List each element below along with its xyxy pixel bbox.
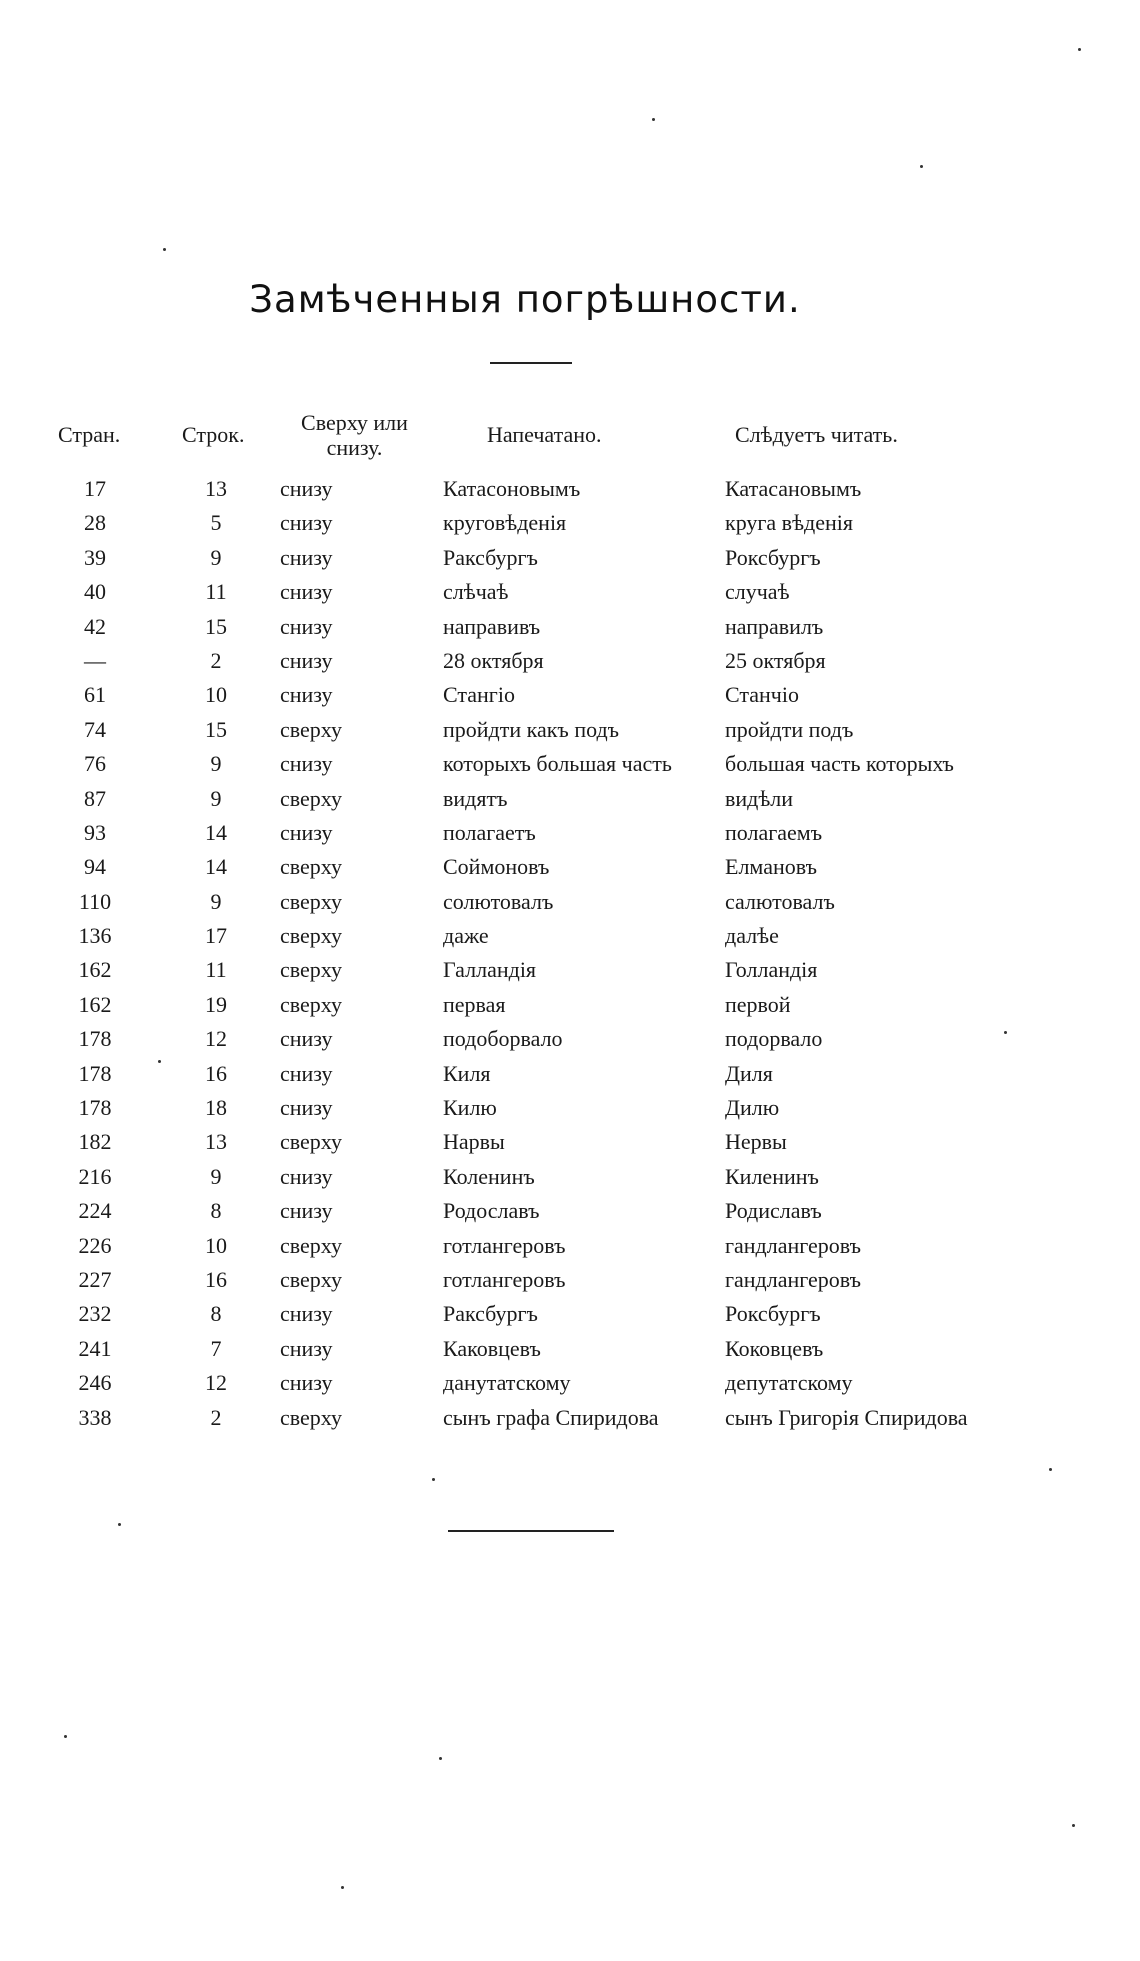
page-title: Замѣченныя погрѣшности. — [249, 278, 801, 321]
cell-line: 11 — [205, 957, 227, 983]
header-printed: Напечатано. — [487, 422, 602, 447]
cell-page: 178 — [78, 1026, 112, 1052]
cell-line: 17 — [205, 923, 227, 949]
cell-printed: Стангіо — [443, 682, 515, 708]
cell-page: 178 — [78, 1095, 112, 1121]
cell-line: 8 — [210, 1198, 222, 1224]
cell-correct: Голландія — [725, 957, 818, 983]
cell-correct: Роксбургъ — [725, 1301, 821, 1327]
cell-position: сверху — [280, 854, 342, 880]
cell-correct: Станчіо — [725, 682, 799, 708]
cell-printed: подоборвало — [443, 1026, 563, 1052]
print-speck — [1072, 1824, 1075, 1827]
header-page: Стран. — [58, 422, 121, 447]
cell-page: 110 — [78, 888, 112, 914]
cell-printed: Коленинъ — [443, 1163, 535, 1189]
table-row — [0, 476, 1140, 510]
cell-page: 216 — [78, 1163, 112, 1189]
title-divider — [490, 362, 572, 364]
cell-position: снизу — [280, 476, 333, 501]
cell-printed: Родославъ — [443, 1198, 540, 1224]
cell-page: 39 — [84, 544, 106, 570]
cell-correct: гандлангеровъ — [725, 1232, 861, 1258]
cell-line: 14 — [205, 854, 227, 880]
cell-printed: Раксбургъ — [443, 544, 538, 570]
cell-printed: Раксбургъ — [443, 1301, 538, 1327]
table-row — [0, 1336, 1140, 1370]
print-speck — [1078, 48, 1081, 51]
print-speck — [652, 118, 655, 121]
cell-page: 162 — [78, 991, 112, 1017]
cell-correct: депутатскому — [725, 1370, 853, 1396]
cell-position: снизу — [280, 1335, 333, 1361]
cell-correct: круга вѣденія — [725, 510, 853, 536]
cell-correct: 25 октября — [725, 647, 826, 673]
cell-correct: случаѣ — [725, 579, 790, 605]
cell-page: 136 — [78, 923, 112, 949]
cell-position: снизу — [280, 1301, 333, 1327]
cell-correct: Катасановымъ — [725, 476, 862, 501]
cell-page: 162 — [78, 957, 112, 983]
cell-position: снизу — [280, 1095, 333, 1121]
print-speck — [920, 165, 923, 168]
print-speck — [118, 1523, 121, 1526]
table-row — [0, 854, 1140, 888]
cell-position: снизу — [280, 751, 333, 777]
cell-page: — — [84, 647, 106, 673]
cell-position: снизу — [280, 1163, 333, 1189]
cell-page: 40 — [84, 579, 106, 605]
end-divider — [448, 1530, 614, 1532]
table-row — [0, 1061, 1140, 1095]
table-row — [0, 579, 1140, 613]
cell-correct: Дилю — [725, 1095, 780, 1121]
cell-correct: салютовалъ — [725, 888, 835, 914]
table-row — [0, 992, 1140, 1026]
cell-page: 93 — [84, 819, 106, 845]
print-speck — [341, 1886, 344, 1889]
table-row — [0, 1405, 1140, 1439]
cell-line: 9 — [210, 544, 222, 570]
cell-line: 5 — [210, 510, 222, 536]
table-row — [0, 1026, 1140, 1060]
cell-correct: Родиславъ — [725, 1198, 822, 1224]
table-row — [0, 648, 1140, 682]
cell-position: сверху — [280, 785, 342, 811]
cell-position: сверху — [280, 1266, 342, 1292]
table-row — [0, 545, 1140, 579]
cell-position: сверху — [280, 1129, 342, 1155]
print-speck — [1049, 1468, 1052, 1471]
cell-page: 232 — [78, 1301, 112, 1327]
table-row — [0, 751, 1140, 785]
table-row — [0, 820, 1140, 854]
cell-printed: Килю — [443, 1095, 497, 1121]
cell-page: 178 — [78, 1060, 112, 1086]
cell-line: 16 — [205, 1060, 227, 1086]
cell-correct: видѣли — [725, 785, 794, 811]
cell-correct: Нервы — [725, 1129, 787, 1155]
cell-position: снизу — [280, 819, 333, 845]
cell-printed: готлангеровъ — [443, 1232, 566, 1258]
cell-line: 9 — [210, 1163, 222, 1189]
cell-line: 14 — [205, 819, 227, 845]
cell-printed: Галландія — [443, 957, 537, 983]
cell-line: 2 — [210, 647, 222, 673]
print-speck — [158, 1060, 161, 1063]
table-row — [0, 957, 1140, 991]
cell-position: сверху — [280, 888, 342, 914]
cell-printed: Киля — [443, 1060, 491, 1086]
cell-line: 13 — [205, 476, 227, 501]
cell-position: сверху — [280, 1232, 342, 1258]
print-speck — [163, 248, 166, 251]
errata-table — [0, 476, 1140, 1439]
cell-line: 16 — [205, 1266, 227, 1292]
cell-correct: далѣе — [725, 923, 779, 949]
cell-position: сверху — [280, 957, 342, 983]
table-row — [0, 1095, 1140, 1129]
cell-line: 8 — [210, 1301, 222, 1327]
table-row — [0, 786, 1140, 820]
cell-printed: Каковцевъ — [443, 1335, 541, 1361]
cell-page: 226 — [78, 1232, 112, 1258]
cell-printed: 28 октября — [443, 647, 544, 673]
table-row — [0, 889, 1140, 923]
cell-printed: солютовалъ — [443, 888, 554, 914]
cell-printed: полагаетъ — [443, 819, 536, 845]
cell-printed: Катасоновымъ — [443, 476, 581, 501]
cell-position: снизу — [280, 579, 333, 605]
cell-printed: первая — [443, 991, 506, 1017]
cell-position: снизу — [280, 682, 333, 708]
cell-position: снизу — [280, 647, 333, 673]
table-row — [0, 1164, 1140, 1198]
table-row — [0, 614, 1140, 648]
cell-page: 224 — [78, 1198, 112, 1224]
cell-correct: большая часть которыхъ — [725, 751, 954, 777]
cell-correct: сынъ Григорія Спиридова — [725, 1404, 968, 1430]
print-speck — [1004, 1031, 1007, 1034]
cell-printed: направивъ — [443, 613, 541, 639]
cell-printed: круговѣденія — [443, 510, 567, 536]
cell-page: 246 — [78, 1370, 112, 1396]
cell-line: 9 — [210, 785, 222, 811]
cell-printed: данутатскому — [443, 1370, 571, 1396]
cell-line: 12 — [205, 1370, 227, 1396]
cell-page: 42 — [84, 613, 106, 639]
print-speck — [64, 1735, 67, 1738]
table-row — [0, 1301, 1140, 1335]
table-row — [0, 1267, 1140, 1301]
cell-line: 15 — [205, 613, 227, 639]
table-row — [0, 923, 1140, 957]
table-row — [0, 1233, 1140, 1267]
cell-page: 61 — [84, 682, 106, 708]
header-correct: Слѣдуетъ читать. — [735, 422, 898, 447]
cell-page: 94 — [84, 854, 106, 880]
cell-line: 13 — [205, 1129, 227, 1155]
cell-position: сверху — [280, 716, 342, 742]
print-speck — [432, 1478, 435, 1481]
cell-line: 10 — [205, 1232, 227, 1258]
cell-correct: Диля — [725, 1060, 773, 1086]
cell-correct: Киленинъ — [725, 1163, 819, 1189]
cell-line: 12 — [205, 1026, 227, 1052]
cell-line: 9 — [210, 888, 222, 914]
cell-line: 7 — [210, 1335, 222, 1361]
cell-position: сверху — [280, 923, 342, 949]
cell-page: 17 — [84, 476, 106, 501]
cell-page: 182 — [78, 1129, 112, 1155]
cell-position: сверху — [280, 1404, 342, 1430]
table-row — [0, 1370, 1140, 1404]
cell-page: 28 — [84, 510, 106, 536]
cell-position: снизу — [280, 1026, 333, 1052]
cell-position: снизу — [280, 1370, 333, 1396]
print-speck — [439, 1757, 442, 1760]
cell-correct: первой — [725, 991, 791, 1017]
cell-correct: пройдти подъ — [725, 716, 854, 742]
cell-line: 19 — [205, 991, 227, 1017]
cell-position: снизу — [280, 1060, 333, 1086]
cell-printed: готлангеровъ — [443, 1266, 566, 1292]
cell-line: 11 — [205, 579, 227, 605]
cell-correct: Роксбургъ — [725, 544, 821, 570]
table-row — [0, 717, 1140, 751]
cell-printed: Соймоновъ — [443, 854, 550, 880]
cell-line: 18 — [205, 1095, 227, 1121]
header-line: Строк. — [182, 422, 245, 447]
cell-correct: направилъ — [725, 613, 824, 639]
table-row — [0, 510, 1140, 544]
cell-line: 9 — [210, 751, 222, 777]
cell-printed: слѣчаѣ — [443, 579, 509, 605]
cell-correct: полагаемъ — [725, 819, 823, 845]
cell-page: 338 — [78, 1404, 112, 1430]
cell-page: 87 — [84, 785, 106, 811]
cell-printed: которыхъ большая часть — [443, 751, 672, 777]
cell-correct: подорвало — [725, 1026, 823, 1052]
cell-page: 227 — [78, 1266, 112, 1292]
cell-position: сверху — [280, 991, 342, 1017]
cell-page: 241 — [78, 1335, 112, 1361]
cell-position: снизу — [280, 510, 333, 536]
cell-correct: Елмановъ — [725, 854, 817, 880]
table-row — [0, 1198, 1140, 1232]
header-position: Сверху или снизу. — [301, 410, 408, 460]
cell-correct: гандлангеровъ — [725, 1266, 861, 1292]
cell-line: 2 — [210, 1404, 222, 1430]
cell-printed: сынъ графа Спиридова — [443, 1404, 659, 1430]
cell-position: снизу — [280, 613, 333, 639]
table-row — [0, 1129, 1140, 1163]
cell-correct: Коковцевъ — [725, 1335, 824, 1361]
cell-page: 76 — [84, 751, 106, 777]
cell-position: снизу — [280, 544, 333, 570]
cell-printed: видятъ — [443, 785, 508, 811]
cell-printed: Нарвы — [443, 1129, 505, 1155]
cell-page: 74 — [84, 716, 106, 742]
cell-line: 10 — [205, 682, 227, 708]
cell-printed: пройдти какъ подъ — [443, 716, 620, 742]
cell-line: 15 — [205, 716, 227, 742]
cell-position: снизу — [280, 1198, 333, 1224]
table-row — [0, 682, 1140, 716]
cell-printed: даже — [443, 923, 489, 949]
